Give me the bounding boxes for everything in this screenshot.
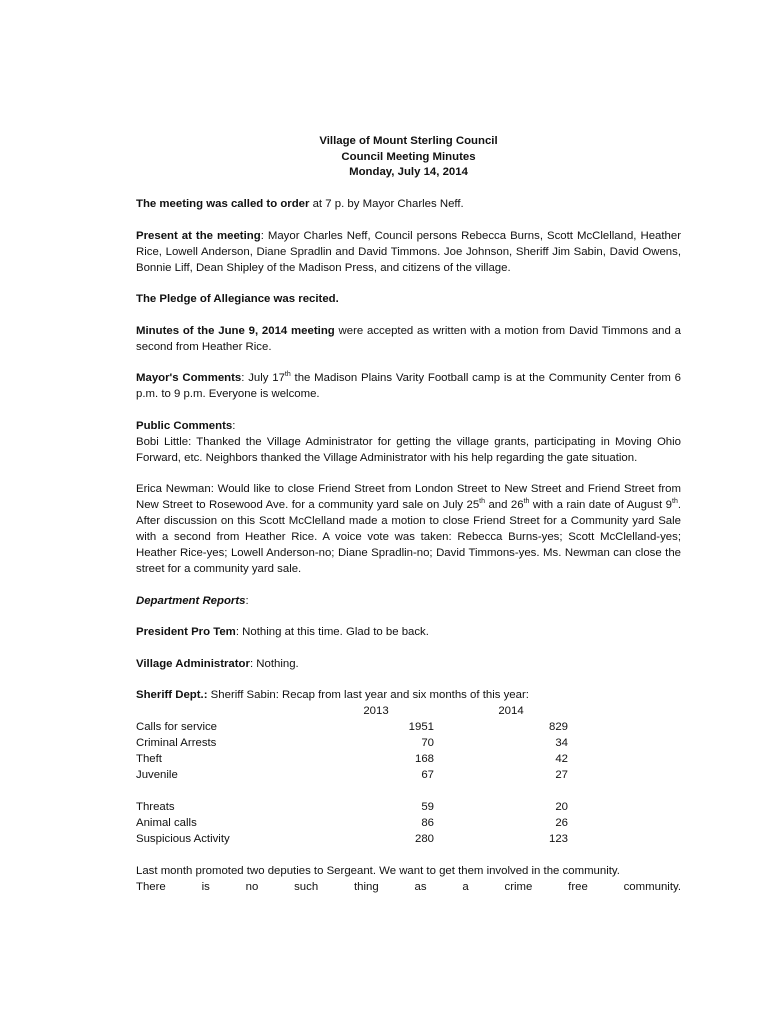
stats-value-2014: 829 [548,721,568,733]
minutes-heading: Minutes of the June 9, 2014 meeting [136,324,335,337]
mayor-heading: Mayor's Comments [136,372,242,384]
stats-header-row [136,703,681,719]
stats-label: Animal calls [136,817,197,829]
header-line-3: Monday, July 14, 2014 [349,166,468,178]
sheriff-text: Sheriff Sabin: Recap from last year and six months of this year: [207,689,529,701]
pledge-paragraph [136,291,681,307]
stats-value-2014: 34 [555,737,568,749]
president-text: : Nothing at this time. Glad to be back. [235,626,429,638]
stats-header-2014: 2014 [498,705,524,717]
department-reports-line [136,593,681,609]
stats-group-b [136,799,681,847]
administrator-heading: Village Administrator [136,657,250,670]
stats-value-2014: 26 [555,817,568,829]
stats-row [136,831,681,847]
stats-value-2014: 123 [548,833,568,845]
sheriff-closing-2 [136,879,681,895]
minutes-paragraph [136,323,681,355]
bobi-comment: Bobi Little: Thanked the Village Administrator for getting the village grants, participating in Moving Ohio Forward, etc. Neighbors thanked the Village Administrator with his help regarding the gate situation. [136,435,681,464]
stats-value-2013: 1951 [408,721,434,733]
closing-word: no [245,880,259,893]
stats-value-2014: 27 [555,769,568,781]
closing-word: as [414,880,427,893]
erica-text-d: . After discussion on this Scott McClelland made a motion to close Friend Street for a Community yard Sale with a second from Heather Rice. A voice vote was taken: Rebecca Burns-yes; Scott McClelland-yes; Heather Rice-yes; Lowell Anderson-no; Diane Spradlin-no; David Timmons-yes. Ms. Newman can close the street for a community yard sale. [136,499,682,575]
stats-label: Threats [136,801,175,813]
stats-row [136,767,681,783]
stats-value-2013: 280 [414,833,434,845]
stats-row [136,719,681,735]
department-reports-colon: : [245,594,249,607]
stats-label: Criminal Arrests [136,737,217,749]
public-comments-heading-line [136,418,681,434]
closing-word: community. [623,880,681,893]
stats-value-2013: 86 [421,817,434,829]
stats-header-2013: 2013 [363,705,389,717]
erica-sup-1: th [479,498,486,506]
department-reports-heading: Department Reports [136,594,246,607]
mayor-paragraph [136,370,681,402]
closing-word: such [294,880,319,893]
stats-group-a [136,719,681,783]
stats-row [136,799,681,815]
erica-sup-2: th [523,498,530,506]
administrator-paragraph [136,656,681,672]
erica-comment [136,481,681,577]
sheriff-stats-table [136,703,681,847]
erica-sup-3: th [672,498,678,506]
stats-label: Juvenile [136,769,178,781]
stats-label: Theft [136,753,162,765]
closing-word: There [136,880,166,893]
pledge-text: The Pledge of Allegiance was recited. [136,293,339,305]
header-line-2: Council Meeting Minutes [341,150,476,163]
stats-value-2013: 59 [421,801,434,813]
stats-value-2013: 168 [414,753,434,765]
mayor-text-b: the Madison Plains Varity Football camp is at the Community Center from 6 p.m. to 9 p.m. Everyone is welcome. [136,372,682,400]
mayor-text-a: : July 17 [241,372,285,384]
sheriff-closing-1: Last month promoted two deputies to Sergeant. We want to get them involved in the community. [136,864,620,877]
sheriff-paragraph [136,687,681,703]
stats-spacer [136,783,681,799]
present-paragraph [136,228,681,276]
called-to-order-paragraph [136,196,681,212]
closing-word: crime [504,880,533,893]
closing-word: is [201,880,210,893]
called-to-order-text: at 7 p. by Mayor Charles Neff. [309,198,464,210]
public-comments-colon: : [232,419,236,432]
called-to-order-heading: The meeting was called to order [136,198,310,210]
stats-value-2013: 70 [421,737,434,749]
closing-word: thing [353,880,379,893]
document-header [136,134,681,181]
closing-word: free [568,880,588,893]
stats-value-2013: 67 [421,769,434,781]
erica-text-b: and 26 [485,499,524,511]
stats-label: Suspicious Activity [136,833,230,845]
minutes-text: were accepted as written with a motion from David Timmons and a second from Heather Rice. [136,324,681,353]
public-comments-heading: Public Comments [136,419,233,432]
mayor-superscript: th [284,371,291,379]
erica-text-a: Erica Newman: Would like to close Friend Street from London Street to New Street and Friend Street from New Street to Rosewood Ave. for a community yard sale on July 25 [136,483,681,511]
erica-text-c: with a rain date of August 9 [529,499,672,511]
present-text: : Mayor Charles Neff, Council persons Rebecca Burns, Scott McClelland, Heather Rice, Lowell Anderson, Diane Spradlin and David Timmons. Joe Johnson, Sheriff Jim Sabin, David Owens, Bonnie Liff, Dean Shipley of the Madison Press, and citizens of the village. [136,229,681,274]
sheriff-heading: Sheriff Dept.: [136,689,208,701]
stats-row [136,735,681,751]
stats-row [136,815,681,831]
stats-value-2014: 42 [555,753,568,765]
administrator-text: : Nothing. [249,657,299,670]
closing-word: a [462,880,469,893]
president-paragraph [136,624,681,640]
stats-row [136,751,681,767]
header-line-1: Village of Mount Sterling Council [319,135,498,147]
document-page [136,134,681,895]
stats-label: Calls for service [136,721,218,733]
stats-value-2014: 20 [555,801,568,813]
president-heading: President Pro Tem [136,626,236,638]
present-heading: Present at the meeting [136,229,261,242]
